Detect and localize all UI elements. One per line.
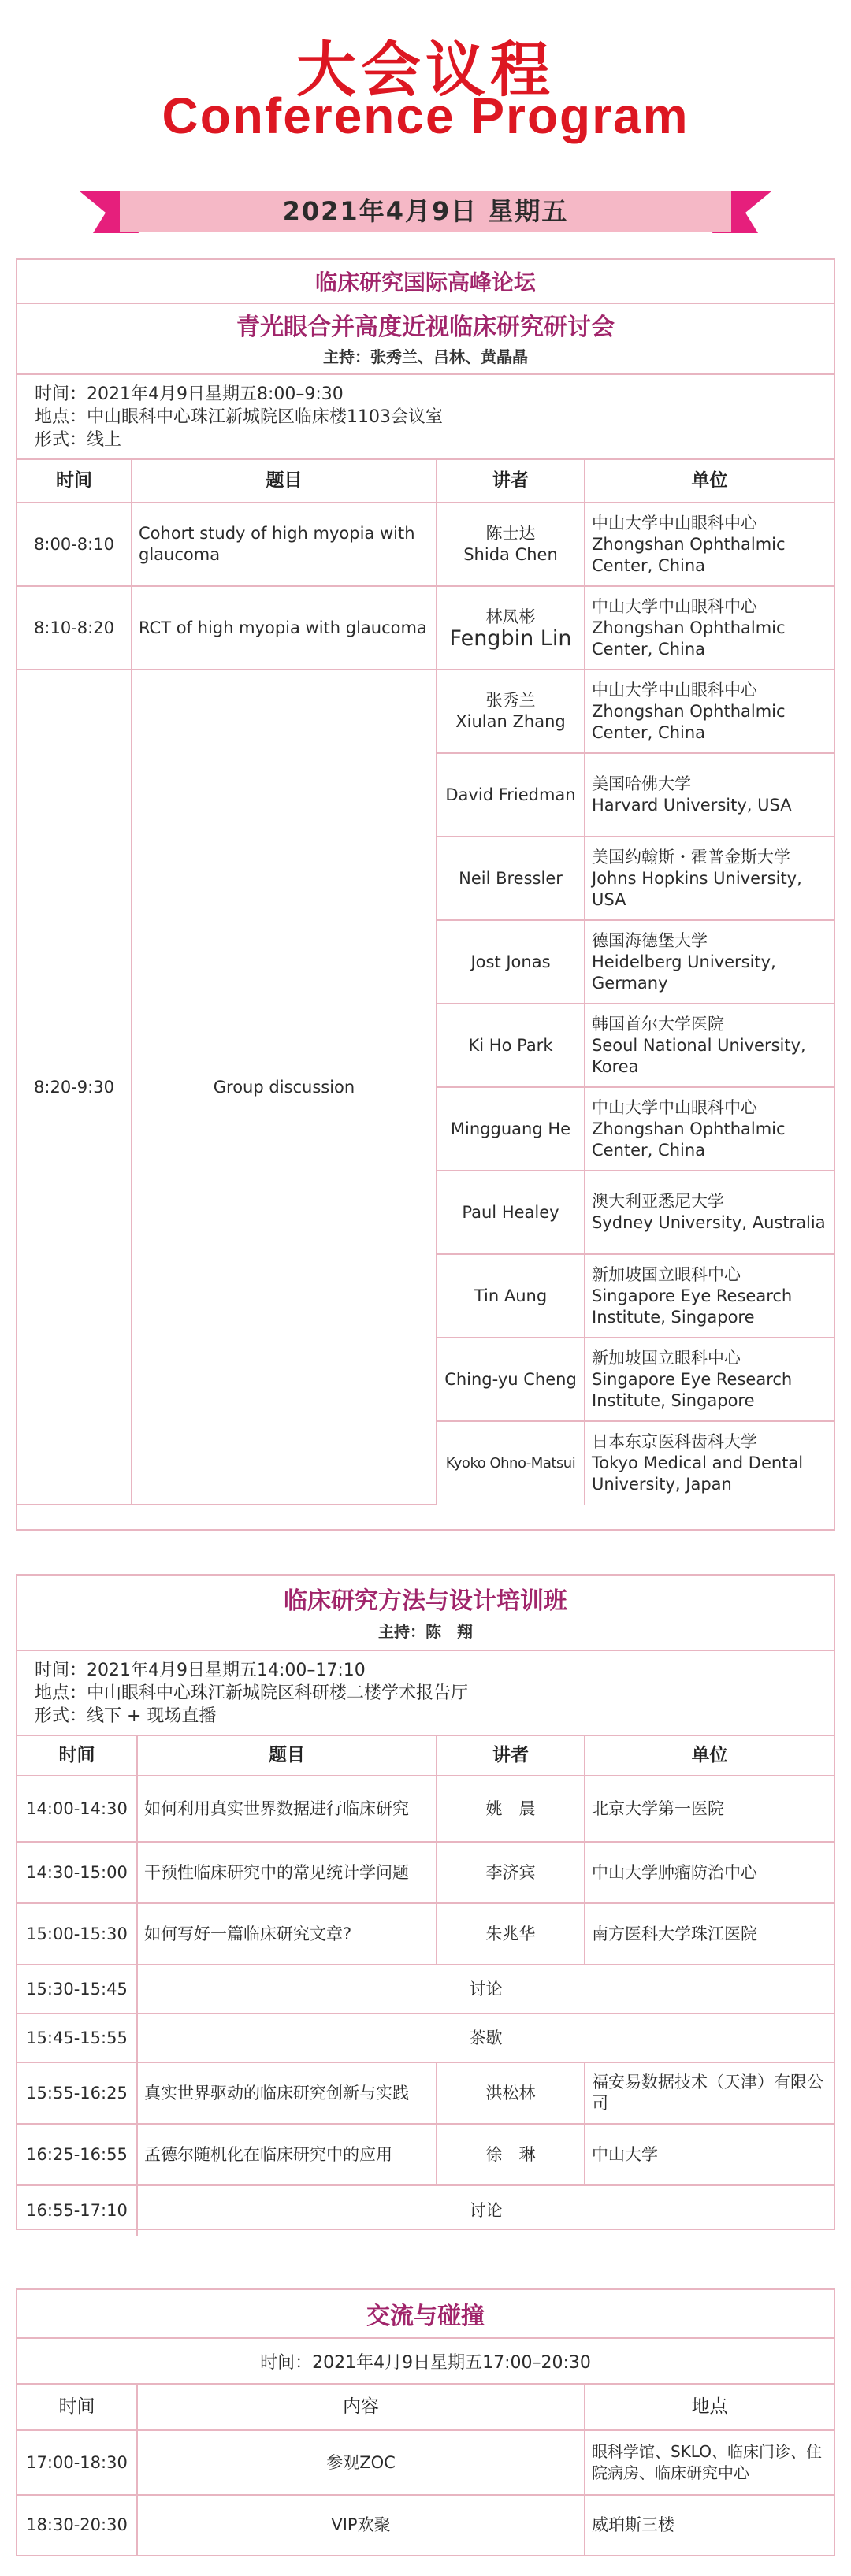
training-format: 形式：线下 + 现场直播	[35, 1706, 217, 1726]
topic-cell: Cohort study of high myopia with glaucoma	[132, 503, 437, 586]
speaker-cell: 姚 晨	[437, 1776, 585, 1842]
col-header-place: 地点	[585, 2385, 834, 2430]
time-cell: 16:55-17:10	[17, 2185, 137, 2236]
unit-cell	[585, 1087, 834, 1171]
topic-cell: 孟德尔随机化在临床研究中的应用	[137, 2124, 437, 2185]
date-text: 2021年4月9日 星期五	[282, 196, 569, 226]
page-title-en: Conference Program	[162, 87, 689, 144]
exchange-time: 时间：2021年4月9日星期五17:00–20:30	[260, 2352, 591, 2373]
unit-cell: 南方医科大学珠江医院	[585, 1903, 834, 1965]
exchange-time-band	[17, 2339, 834, 2385]
unit-en: Johns Hopkins University, USA	[592, 868, 802, 909]
unit-cn: 中山大学中山眼科中心	[592, 680, 757, 700]
col-header-time: 时间	[17, 2385, 137, 2430]
unit-cell	[585, 1254, 834, 1338]
forum-format: 形式：线上	[35, 430, 122, 450]
exchange-section	[16, 2288, 835, 2556]
table-row	[17, 503, 834, 586]
forum-subtitle-band	[17, 304, 834, 375]
table-row	[17, 670, 834, 753]
speaker-cell: David Friedman	[437, 753, 585, 837]
speaker-cell: Neil Bressler	[437, 837, 585, 920]
table-row	[17, 2430, 834, 2495]
time-cell: 15:45-15:55	[17, 2014, 137, 2062]
merged-cell: 茶歇	[137, 2014, 834, 2062]
table-row	[17, 586, 834, 670]
exchange-title-band	[17, 2290, 834, 2339]
table-row	[17, 2495, 834, 2555]
table-row	[17, 1842, 834, 1903]
speaker-cell: 朱兆华	[437, 1903, 585, 1965]
time-cell: 15:30-15:45	[17, 1965, 137, 2014]
forum-host: 主持：张秀兰、吕林、黄晶晶	[323, 347, 528, 366]
speaker-cell	[437, 503, 585, 586]
content-cell: 参观ZOC	[137, 2430, 585, 2495]
col-header-speaker: 讲者	[437, 1736, 585, 1776]
group-topic-cell: Group discussion	[132, 670, 437, 1505]
table-header-row	[17, 1736, 834, 1776]
table-row	[17, 2185, 834, 2236]
unit-cn: 日本东京医科齿科大学	[592, 1432, 757, 1451]
group-time-cell: 8:20-9:30	[17, 670, 132, 1505]
unit-cell	[585, 586, 834, 670]
speaker-cell: Kyoko Ohno-Matsui	[437, 1421, 585, 1505]
table-row	[17, 2062, 834, 2124]
table-row	[17, 2124, 834, 2185]
unit-cell	[585, 1338, 834, 1421]
place-cell: 威珀斯三楼	[585, 2495, 834, 2555]
training-table	[17, 1736, 834, 2236]
speaker-cell	[437, 670, 585, 753]
speaker-cell: Jost Jonas	[437, 920, 585, 1004]
unit-cn: 韩国首尔大学医院	[592, 1014, 724, 1034]
col-header-speaker: 讲者	[437, 460, 585, 503]
topic-cell: RCT of high myopia with glaucoma	[132, 586, 437, 670]
unit-cell	[585, 670, 834, 753]
unit-en: Tokyo Medical and Dental University, Japan	[592, 1453, 804, 1494]
col-header-unit: 单位	[585, 460, 834, 503]
unit-cell	[585, 1421, 834, 1505]
unit-cn: 美国哈佛大学	[592, 774, 691, 793]
speaker-cell	[437, 586, 585, 670]
col-header-unit: 单位	[585, 1736, 834, 1776]
time-cell: 15:55-16:25	[17, 2062, 137, 2124]
speaker-cell: Ki Ho Park	[437, 1004, 585, 1087]
forum-section	[16, 258, 835, 1531]
forum-location: 地点：中山眼科中心珠江新城院区临床楼1103会议室	[35, 407, 443, 427]
unit-cn: 新加坡国立眼科中心	[592, 1264, 741, 1284]
training-info	[17, 1651, 834, 1736]
time-cell: 14:30-15:00	[17, 1842, 137, 1903]
forum-title-band	[17, 260, 834, 304]
speaker-en: Fengbin Lin	[449, 626, 572, 651]
unit-cell: 福安易数据技术（天津）有限公司	[585, 2062, 834, 2124]
unit-cn: 新加坡国立眼科中心	[592, 1348, 741, 1368]
time-cell: 8:00-8:10	[17, 503, 132, 586]
table-row	[17, 1965, 834, 2014]
exchange-table	[17, 2385, 834, 2555]
col-header-topic: 题目	[132, 460, 437, 503]
table-header-row	[17, 460, 834, 503]
col-header-time: 时间	[17, 460, 132, 503]
speaker-cn: 陈士达	[485, 524, 536, 543]
merged-cell: 讨论	[137, 1965, 834, 2014]
forum-subtitle: 青光眼合并高度近视临床研究研讨会	[236, 313, 615, 341]
unit-cell	[585, 1171, 834, 1254]
unit-en: Zhongshan Ophthalmic Center, China	[592, 534, 786, 575]
training-title-band	[17, 1576, 834, 1651]
speaker-cell: Mingguang He	[437, 1087, 585, 1171]
unit-en: Seoul National University, Korea	[592, 1035, 806, 1076]
unit-cn: 中山大学中山眼科中心	[592, 596, 757, 616]
col-header-topic: 题目	[137, 1736, 437, 1776]
merged-cell: 讨论	[137, 2185, 834, 2236]
speaker-cell: Tin Aung	[437, 1254, 585, 1338]
forum-title: 临床研究国际高峰论坛	[314, 269, 536, 295]
unit-cell	[585, 837, 834, 920]
page-title-cn: 大会议程	[296, 35, 555, 105]
unit-en: Singapore Eye Research Institute, Singapore	[592, 1369, 793, 1410]
speaker-en: Xiulan Zhang	[455, 712, 566, 731]
unit-cn: 美国约翰斯・霍普金斯大学	[592, 847, 790, 867]
time-cell: 14:00-14:30	[17, 1776, 137, 1842]
date-ribbon	[79, 187, 772, 238]
unit-cell: 北京大学第一医院	[585, 1776, 834, 1842]
forum-time: 时间：2021年4月9日星期五8:00–9:30	[35, 384, 344, 404]
unit-cn: 中山大学中山眼科中心	[592, 1097, 757, 1117]
unit-cell	[585, 920, 834, 1004]
unit-cell	[585, 1004, 834, 1087]
topic-cell: 如何利用真实世界数据进行临床研究	[137, 1776, 437, 1842]
training-time: 时间：2021年4月9日星期五14:00–17:10	[35, 1661, 366, 1680]
unit-en: Singapore Eye Research Institute, Singapore	[592, 1286, 793, 1327]
unit-cell: 中山大学	[585, 2124, 834, 2185]
place-cell: 眼科学馆、SKLO、临床门诊、住院病房、临床研究中心	[585, 2430, 834, 2495]
speaker-cell: 李济宾	[437, 1842, 585, 1903]
unit-cell	[585, 503, 834, 586]
time-cell: 17:00-18:30	[17, 2430, 137, 2495]
unit-en: Zhongshan Ophthalmic Center, China	[592, 618, 786, 659]
time-cell: 8:10-8:20	[17, 586, 132, 670]
unit-cell: 中山大学肿瘤防治中心	[585, 1842, 834, 1903]
unit-cn: 中山大学中山眼科中心	[592, 513, 757, 533]
unit-cn: 德国海德堡大学	[592, 930, 708, 950]
training-host: 主持：陈 翔	[378, 1621, 473, 1641]
speaker-cell: 徐 琳	[437, 2124, 585, 2185]
training-section	[16, 1574, 835, 2230]
col-header-content: 内容	[137, 2385, 585, 2430]
table-row	[17, 1776, 834, 1842]
speaker-cn: 林凤彬	[485, 607, 536, 626]
col-header-time: 时间	[17, 1736, 137, 1776]
forum-table	[17, 460, 834, 1505]
unit-en: Harvard University, USA	[592, 796, 792, 815]
speaker-cell: Ching-yu Cheng	[437, 1338, 585, 1421]
unit-cn: 澳大利亚悉尼大学	[592, 1192, 724, 1211]
forum-info	[17, 375, 834, 460]
training-title: 临床研究方法与设计培训班	[284, 1587, 567, 1615]
speaker-cn: 张秀兰	[485, 691, 536, 710]
speaker-cell: 洪松林	[437, 2062, 585, 2124]
topic-cell: 真实世界驱动的临床研究创新与实践	[137, 2062, 437, 2124]
training-location: 地点：中山眼科中心珠江新城院区科研楼二楼学术报告厅	[35, 1683, 469, 1703]
table-row	[17, 2014, 834, 2062]
unit-en: Heidelberg University, Germany	[592, 952, 776, 993]
topic-cell: 如何写好一篇临床研究文章?	[137, 1903, 437, 1965]
speaker-en: Shida Chen	[463, 545, 558, 564]
unit-en: Zhongshan Ophthalmic Center, China	[592, 701, 786, 742]
table-row	[17, 1903, 834, 1965]
time-cell: 18:30-20:30	[17, 2495, 137, 2555]
time-cell: 16:25-16:55	[17, 2124, 137, 2185]
unit-cell	[585, 753, 834, 837]
speaker-cell: Paul Healey	[437, 1171, 585, 1254]
exchange-title: 交流与碰撞	[366, 2303, 485, 2330]
content-cell: VIP欢聚	[137, 2495, 585, 2555]
time-cell: 15:00-15:30	[17, 1903, 137, 1965]
unit-en: Zhongshan Ophthalmic Center, China	[592, 1119, 786, 1160]
unit-en: Sydney University, Australia	[592, 1213, 826, 1232]
topic-cell: 干预性临床研究中的常见统计学问题	[137, 1842, 437, 1903]
table-header-row	[17, 2385, 834, 2430]
